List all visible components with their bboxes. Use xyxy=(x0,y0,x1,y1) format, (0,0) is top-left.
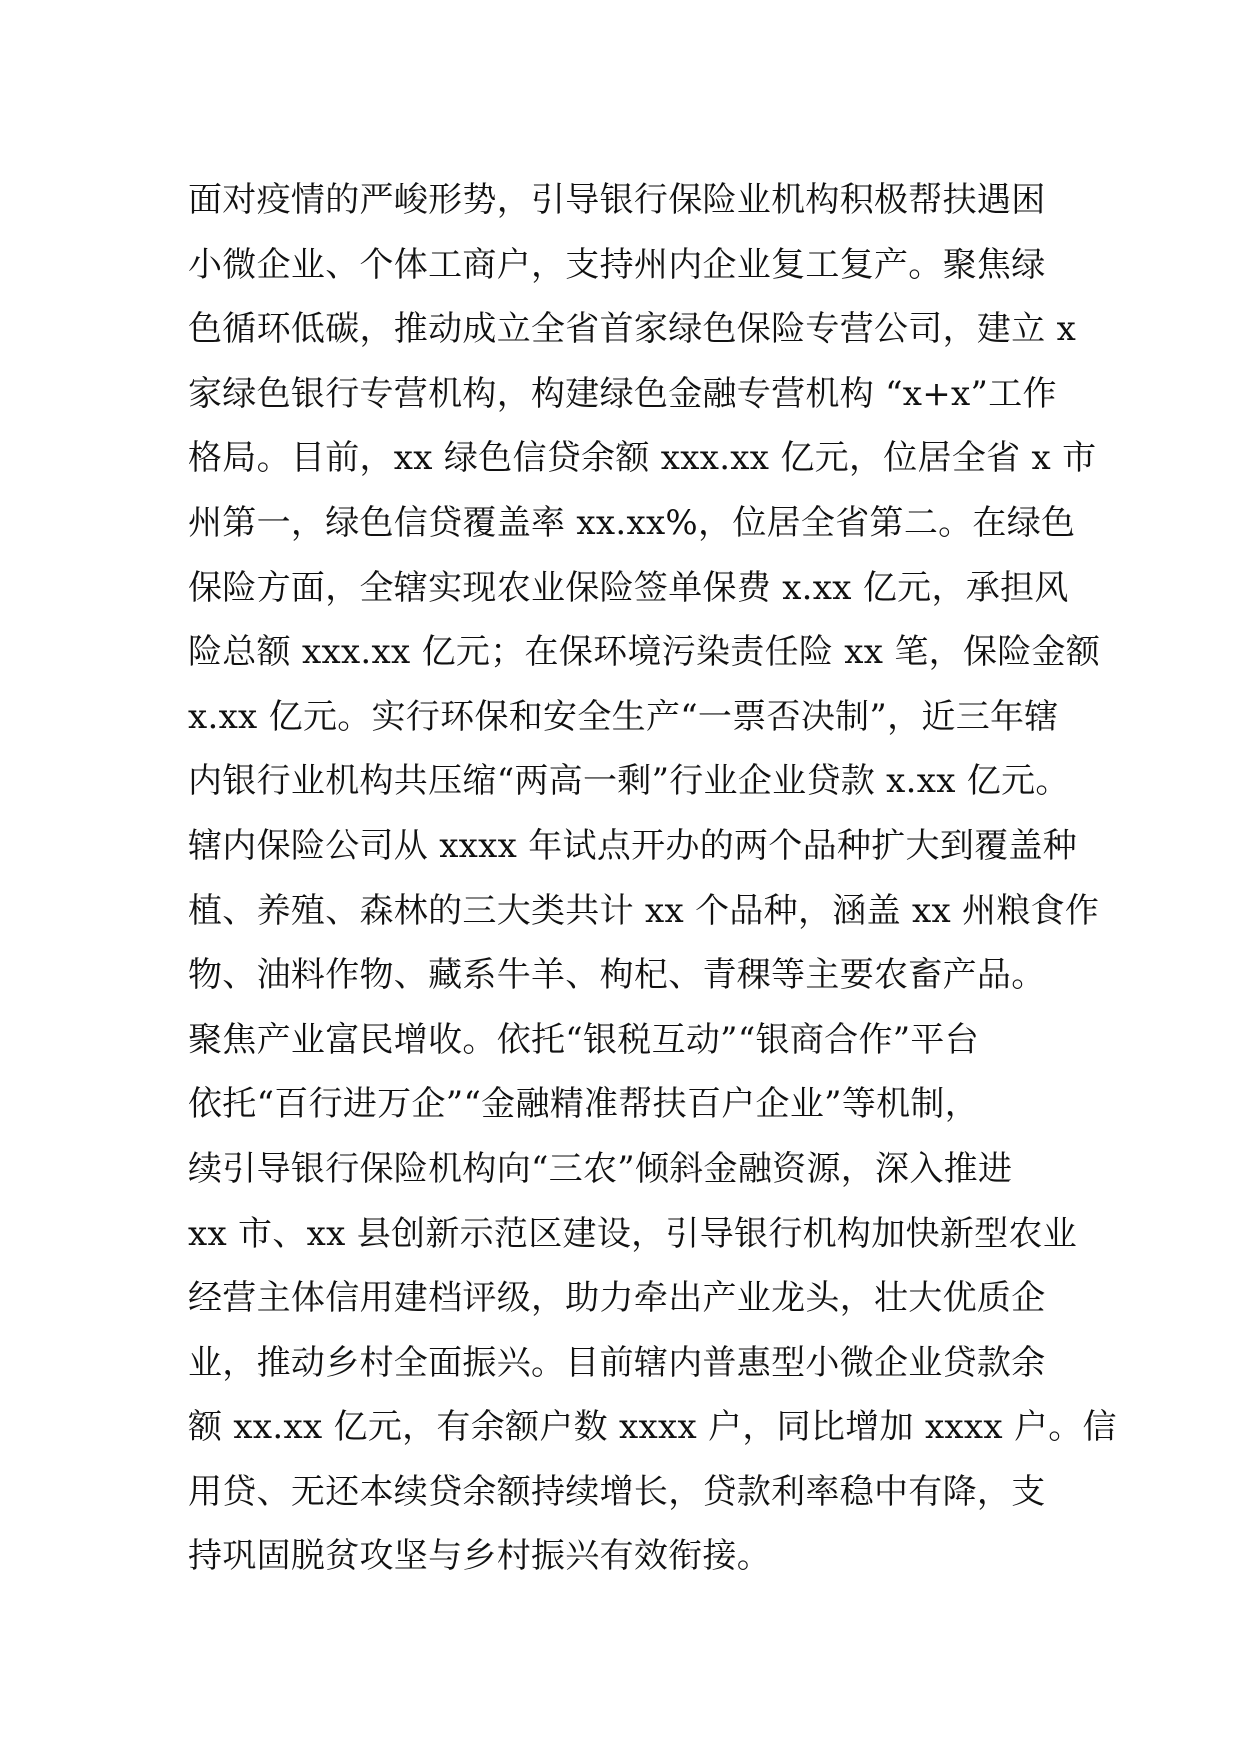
text-line-7: 保险方面，全辖实现农业保险签单保费 x.xx 亿元，承担风 xyxy=(188,567,1069,608)
text-line-1: 面对疫情的严峻形势，引导银行保险业机构积极帮扶遇困 xyxy=(188,180,1046,220)
text-line-11: 辖内保险公司从 xxxx 年试点开办的两个品种扩大到覆盖种 xyxy=(188,825,1078,866)
text-line-22: 持巩固脱贫攻坚与乡村振兴有效衔接。 xyxy=(188,1536,772,1577)
text-line-14: 聚焦产业富民增收。依托“银税互动”“银商合作”平台 xyxy=(188,1019,980,1060)
text-line-21: 用贷、无还本续贷余额持续增长，贷款利率稳中有降，支 xyxy=(188,1471,1046,1512)
text-line-20: 额 xx.xx 亿元，有余额户数 xxxx 户，同比增加 xxxx 户。信 xyxy=(188,1407,1117,1448)
text-line-8: 险总额 xxx.xx 亿元；在保环境污染责任险 xx 笔，保险金额 xyxy=(188,632,1101,673)
text-line-9: x.xx 亿元。实行环保和安全生产“一票否决制”，近三年辖 xyxy=(188,696,1059,737)
text-line-18: 经营主体信用建档评级，助力牵出产业龙头，壮大优质企 xyxy=(188,1278,1046,1319)
text-line-6: 州第一，绿色信贷覆盖率 xx.xx%，位居全省第二。在绿色 xyxy=(188,502,1076,543)
text-line-3: 色循环低碳，推动成立全省首家绿色保险专营公司，建立 x xyxy=(188,309,1077,350)
text-line-4: 家绿色银行专营机构，构建绿色金融专营机构 “x+x”工作 xyxy=(188,373,1057,414)
body-text xyxy=(188,168,1117,1589)
text-line-16: 续引导银行保险机构向“三农”倾斜金融资源，深入推进 xyxy=(188,1148,1013,1189)
text-line-19: 业，推动乡村全面振兴。目前辖内普惠型小微企业贷款余 xyxy=(188,1342,1046,1383)
text-line-15: 依托“百行进万企”“金融精准帮扶百户企业”等机制， xyxy=(188,1084,980,1125)
text-line-2: 小微企业、个体工商户，支持州内企业复工复产。聚焦绿 xyxy=(188,244,1046,285)
text-line-17: xx 市、xx 县创新示范区建设，引导银行机构加快新型农业 xyxy=(188,1213,1078,1254)
text-line-5: 格局。目前，xx 绿色信贷余额 xxx.xx 亿元，位居全省 x 市 xyxy=(188,438,1097,479)
text-line-10: 内银行业机构共压缩“两高一剩”行业企业贷款 x.xx 亿元。 xyxy=(188,761,1070,802)
text-line-13: 物、油料作物、藏系牛羊、枸杞、青稞等主要农畜产品。 xyxy=(188,955,1046,996)
text-line-12: 植、养殖、森林的三大类共计 xx 个品种，涵盖 xx 州粮食作 xyxy=(188,890,1100,931)
